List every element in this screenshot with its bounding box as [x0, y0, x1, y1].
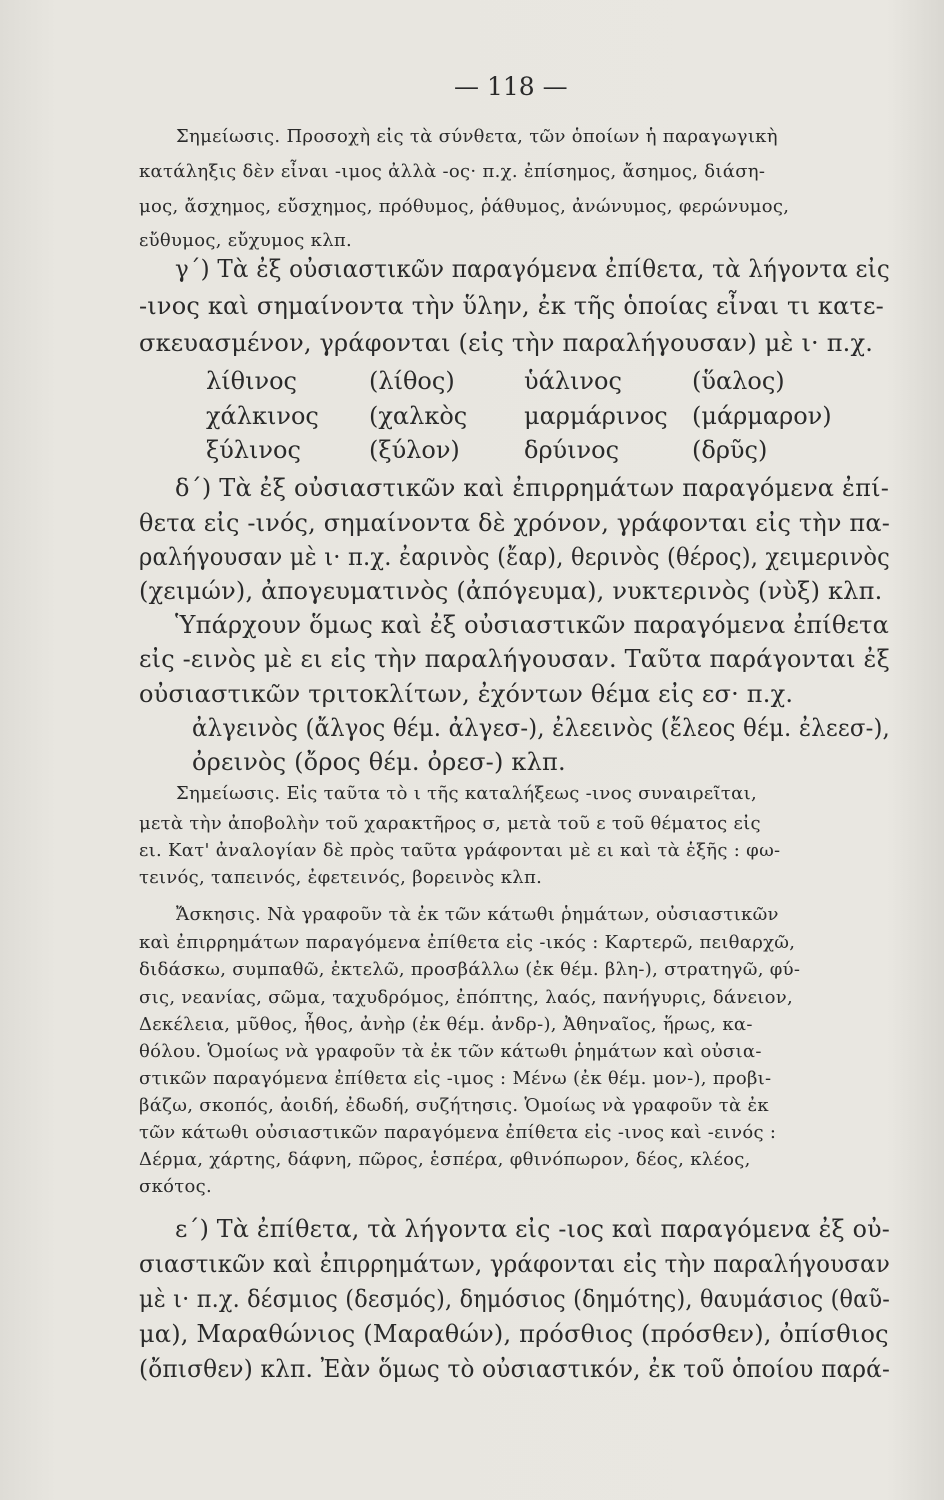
text-line: θετα εἰς -ινός, σημαίνοντα δὲ χρόνον, γράφονται εἰς τὴν πα-: [139, 509, 890, 537]
table-cell: χάλκινος: [206, 402, 319, 430]
text-line: εὔθυμος, εὔχυμος κλπ.: [139, 230, 353, 251]
text-line: (χειμών), ἀπογευματινὸς (ἀπόγευμα), νυκτερινὸς (νὺξ) κλπ.: [139, 577, 883, 605]
table-cell: (χαλκὸς: [369, 402, 468, 430]
page-number: — 118 —: [454, 72, 568, 101]
text-line: σκότος.: [139, 1176, 213, 1197]
text-line: ε΄) Τὰ ἐπίθετα, τὰ λήγοντα εἰς -ιος καὶ παραγόμενα ἐξ οὐ-: [175, 1215, 890, 1243]
text-line: μος, ἄσχημος, εὔσχημος, πρόθυμος, ῥάθυμος, ἀνώνυμος, φερώνυμος,: [139, 196, 790, 217]
text-line: εἰς -εινὸς μὲ ει εἰς τὴν παραλήγουσαν. Ταῦτα παράγονται ἐξ: [139, 645, 890, 673]
text-line: καὶ ἐπιρρημάτων παραγόμενα ἐπίθετα εἰς -ικός : Καρτερῶ, πειθαρχῶ,: [139, 932, 796, 953]
table-cell: (δρῦς): [692, 436, 768, 464]
text-line: δ΄) Τὰ ἐξ οὐσιαστικῶν καὶ ἐπιρρημάτων παραγόμενα ἐπί-: [175, 474, 890, 502]
text-line: τεινός, ταπεινός, ἐφετεινός, βορεινὸς κλπ.: [139, 867, 543, 888]
table-cell: μαρμάρινος: [524, 402, 668, 430]
text-line: κατάληξις δὲν εἶναι -ιμος ἀλλὰ -ος· π.χ. ἐπίσημος, ἄσημος, διάση-: [139, 161, 766, 182]
text-line: μετὰ τὴν ἀποβολὴν τοῦ χαρακτῆρος σ, μετὰ τοῦ ε τοῦ θέματος εἰς: [139, 813, 761, 834]
table-cell: δρύινος: [524, 436, 620, 464]
text-line: μὲ ι· π.χ. δέσμιος (δεσμός), δημόσιος (δημότης), θαυμάσιος (θαῦ-: [139, 1285, 890, 1313]
text-line: σιαστικῶν καὶ ἐπιρρημάτων, γράφονται εἰς τὴν παραλήγουσαν: [139, 1250, 891, 1278]
table-cell: (ξύλον): [369, 436, 460, 464]
text-line: σις, νεανίας, σῶμα, ταχυδρόμος, ἐπόπτης, λαός, πανήγυρις, δάνειον,: [139, 987, 794, 1008]
table-cell: λίθινος: [206, 367, 297, 395]
text-line: ὀρεινὸς (ὄρος θέμ. ὀρεσ-) κλπ.: [192, 748, 566, 776]
text-line: Σημείωσις. Προσοχὴ εἰς τὰ σύνθετα, τῶν ὁποίων ἡ παραγωγικὴ: [176, 126, 778, 147]
text-line: τῶν κάτωθι οὐσιαστικῶν παραγόμενα ἐπίθετα εἰς -ινος καὶ -εινός :: [139, 1122, 777, 1143]
text-line: Σημείωσις. Εἰς ταῦτα τὸ ι τῆς καταλήξεως -ινος συναιρεῖται,: [176, 783, 757, 804]
text-line: γ΄) Τὰ ἐξ οὐσιαστικῶν παραγόμενα ἐπίθετα, τὰ λήγοντα εἰς: [175, 255, 891, 283]
table-cell: ξύλινος: [206, 436, 301, 464]
text-line: (ὄπισθεν) κλπ. Ἐὰν ὅμως τὸ οὐσιαστικόν, ἐκ τοῦ ὁποίου παρά-: [139, 1355, 891, 1383]
text-line: -ινος καὶ σημαίνοντα τὴν ὕλην, ἐκ τῆς ὁποίας εἶναι τι κατε-: [139, 292, 884, 320]
text-line: διδάσκω, συμπαθῶ, ἐκτελῶ, προσβάλλω (ἐκ θέμ. βλη-), στρατηγῶ, φύ-: [139, 959, 801, 980]
text-line: βάζω, σκοπός, ἀοιδή, ἐδωδή, συζήτησις. Ὁμοίως νὰ γραφοῦν τὰ ἐκ: [139, 1095, 769, 1116]
table-cell: ὑάλινος: [524, 367, 622, 395]
table-cell: (λίθος): [369, 367, 455, 395]
text-line: θόλου. Ὁμοίως νὰ γραφοῦν τὰ ἐκ τῶν κάτωθι ῥημάτων καὶ οὐσια-: [139, 1041, 762, 1062]
text-line: Ἄσκησις. Νὰ γραφοῦν τὰ ἐκ τῶν κάτωθι ῥημάτων, οὐσιαστικῶν: [176, 904, 779, 925]
text-line: ἀλγεινὸς (ἄλγος θέμ. ἀλγεσ-), ἐλεεινὸς (ἔλεος θέμ. ἐλεεσ-),: [192, 714, 891, 742]
text-line: Δεκέλεια, μῦθος, ἦθος, ἀνὴρ (ἐκ θέμ. ἀνδρ-), Ἀθηναῖος, ἥρως, κα-: [139, 1014, 753, 1035]
text-line: σκευασμένον, γράφονται (εἰς τὴν παραλήγουσαν) μὲ ι· π.χ.: [139, 329, 874, 357]
text-line: Δέρμα, χάρτης, δάφνη, πῶρος, ἑσπέρα, φθινόπωρον, δέος, κλέος,: [139, 1149, 751, 1170]
text-line: ει. Κατ' ἀναλογίαν δὲ πρὸς ταῦτα γράφονται μὲ ει καὶ τὰ ἑξῆς : φω-: [139, 840, 781, 861]
text-line: στικῶν παραγόμενα ἐπίθετα εἰς -ιμος : Μένω (ἐκ θέμ. μον-), προβι-: [139, 1068, 772, 1089]
text-line: ραλήγουσαν μὲ ι· π.χ. ἐαρινὸς (ἔαρ), θερινὸς (θέρος), χειμερινὸς: [139, 543, 890, 571]
table-cell: (ὕαλος): [692, 367, 785, 395]
text-line: οὐσιαστικῶν τριτοκλίτων, ἐχόντων θέμα εἰς εσ· π.χ.: [139, 680, 794, 708]
table-cell: (μάρμαρον): [692, 402, 832, 430]
text-line: μα), Μαραθώνιος (Μαραθών), πρόσθιος (πρόσθεν), ὀπίσθιος: [139, 1320, 889, 1348]
text-line: Ὑπάρχουν ὅμως καὶ ἐξ οὐσιαστικῶν παραγόμενα ἐπίθετα: [175, 611, 890, 639]
